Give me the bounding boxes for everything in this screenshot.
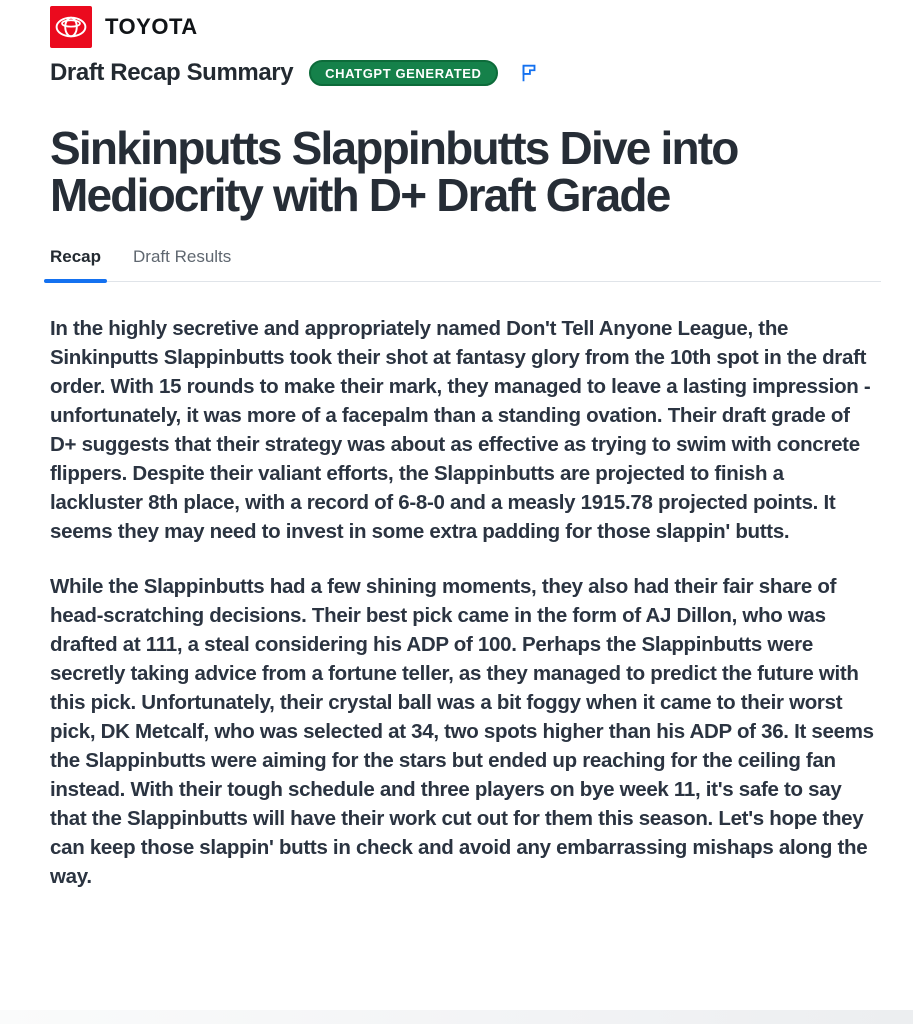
tab-bar bbox=[50, 247, 881, 282]
report-flag-button[interactable] bbox=[518, 62, 540, 84]
headline-line-1: Sinkinputts Slappinbutts Dive into bbox=[50, 122, 738, 174]
chatgpt-generated-badge: CHATGPT GENERATED bbox=[309, 60, 497, 86]
toyota-logo-icon[interactable] bbox=[50, 6, 92, 48]
tab-recap[interactable]: Recap bbox=[50, 247, 101, 281]
title-row bbox=[50, 59, 881, 87]
toyota-emblem-icon bbox=[55, 16, 87, 38]
bottom-section-edge bbox=[0, 1010, 913, 1024]
sponsor-row bbox=[50, 5, 881, 49]
article-body bbox=[50, 314, 881, 891]
page-title: Draft Recap Summary bbox=[50, 59, 294, 86]
sponsor-wordmark: TOYOTA bbox=[105, 14, 198, 39]
headline-line-2: Mediocrity with D+ Draft Grade bbox=[50, 169, 670, 221]
article-paragraph-1: In the highly secretive and appropriately named Don't Tell Anyone League, the Sinkinputts Slappinbutts took their shot at fantasy glory from the 10th spot in the draft order. With 15 rounds to make their mark, they managed to leave a lasting impression - unfortunately, it was more of a facepalm than a standing ovation. Their draft grade of D+ suggests that their strategy was about as effective as trying to swim with concrete flippers. Despite their valiant efforts, the Slappinbutts are projected to finish a lackluster 8th place, with a record of 6-8-0 and a measly 1915.78 projected points. It seems they may need to invest in some extra padding for those slappin' butts. bbox=[50, 317, 871, 543]
article-headline bbox=[50, 122, 881, 221]
article-paragraph-2: While the Slappinbutts had a few shining moments, they also had their fair share of head-scratching decisions. Their best pick came in the form of AJ Dillon, who was drafted at 111, a steal considering his ADP of 100. Perhaps the Slappinbutts were secretly taking advice from a fortune teller, as they managed to predict the future with this pick. Unfortunately, their crystal ball was a bit foggy when it came to their worst pick, DK Metcalf, who was selected at 34, two spots higher than his ADP of 36. It seems the Slappinbutts were aiming for the stars but ended up reaching for the ceiling fan instead. With their tough schedule and three players on bye week 11, it's safe to say that the Slappinbutts will have their work cut out for them this season. Let's hope they can keep those slappin' butts in check and avoid any embarrassing mishaps along the way. bbox=[50, 575, 874, 888]
flag-icon bbox=[518, 62, 540, 84]
tab-draft-results[interactable]: Draft Results bbox=[133, 247, 232, 266]
